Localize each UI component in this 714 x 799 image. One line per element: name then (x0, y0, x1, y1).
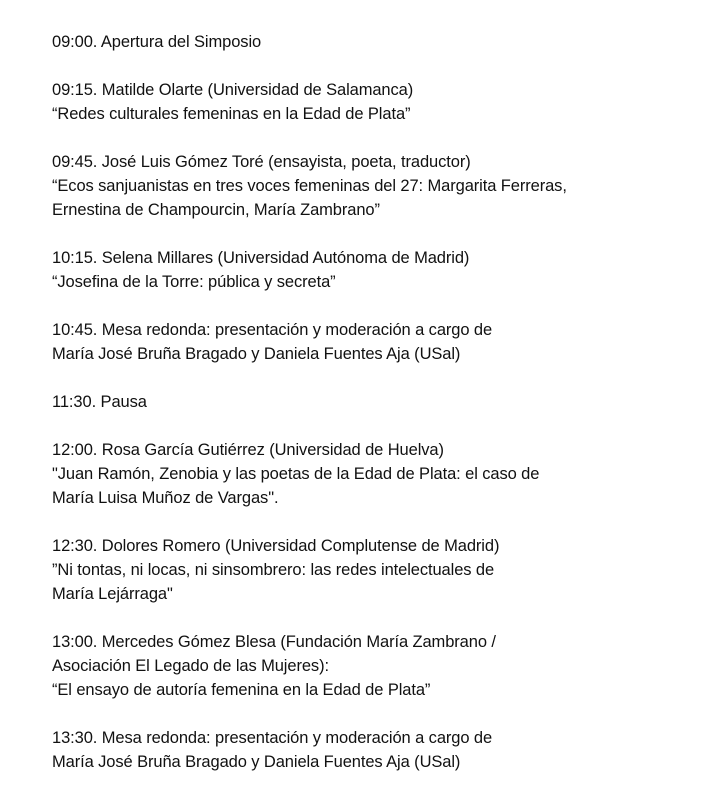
entry-time-speaker: 09:00. Apertura del Simposio (52, 33, 262, 51)
entry-time-speaker: 10:45. Mesa redonda: presentación y moderación a cargo de (52, 321, 493, 339)
entry-detail-line: María José Bruña Bragado y Daniela Fuentes Aja (USal) (52, 753, 461, 771)
entry-detail-line: María Lejárraga" (52, 585, 173, 603)
entry-detail-line: “Ecos sanjuanistas en tres voces femeninas del 27: Margarita Ferreras, (52, 177, 567, 195)
entry-detail-line: María Luisa Muñoz de Vargas". (52, 489, 279, 507)
schedule-entry (52, 318, 712, 366)
entry-time-speaker: 10:15. Selena Millares (Universidad Autónoma de Madrid) (52, 249, 470, 267)
schedule-entry (52, 150, 712, 222)
entry-time-speaker: 13:30. Mesa redonda: presentación y moderación a cargo de (52, 729, 493, 747)
entry-detail-line: María José Bruña Bragado y Daniela Fuentes Aja (USal) (52, 345, 461, 363)
entry-detail-line: ”Ni tontas, ni locas, ni sinsombrero: las redes intelectuales de (52, 561, 495, 579)
entry-time-speaker: 13:00. Mercedes Gómez Blesa (Fundación María Zambrano / (52, 633, 496, 651)
entry-detail-line: “Josefina de la Torre: pública y secreta” (52, 273, 336, 291)
entry-detail-line: “El ensayo de autoría femenina en la Edad de Plata” (52, 681, 431, 699)
program-schedule (52, 30, 712, 798)
schedule-entry (52, 630, 712, 702)
entry-time-speaker: 09:15. Matilde Olarte (Universidad de Salamanca) (52, 81, 414, 99)
schedule-entry (52, 246, 712, 294)
schedule-entry (52, 534, 712, 606)
entry-time-speaker: 12:30. Dolores Romero (Universidad Complutense de Madrid) (52, 537, 500, 555)
schedule-entry (52, 726, 712, 774)
entry-time-speaker: 09:45. José Luis Gómez Toré (ensayista, poeta, traductor) (52, 153, 471, 171)
schedule-entry (52, 438, 712, 510)
entry-detail-line: “Redes culturales femeninas en la Edad de Plata” (52, 105, 411, 123)
schedule-entry (52, 390, 712, 414)
schedule-entry (52, 30, 712, 54)
entry-time-speaker: 11:30. Pausa (52, 393, 147, 411)
entry-detail-line: "Juan Ramón, Zenobia y las poetas de la Edad de Plata: el caso de (52, 465, 540, 483)
entry-detail-line: Asociación El Legado de las Mujeres): (52, 657, 329, 675)
entry-detail-line: Ernestina de Champourcin, María Zambrano” (52, 201, 380, 219)
schedule-entry (52, 78, 712, 126)
entry-time-speaker: 12:00. Rosa García Gutiérrez (Universidad de Huelva) (52, 441, 444, 459)
